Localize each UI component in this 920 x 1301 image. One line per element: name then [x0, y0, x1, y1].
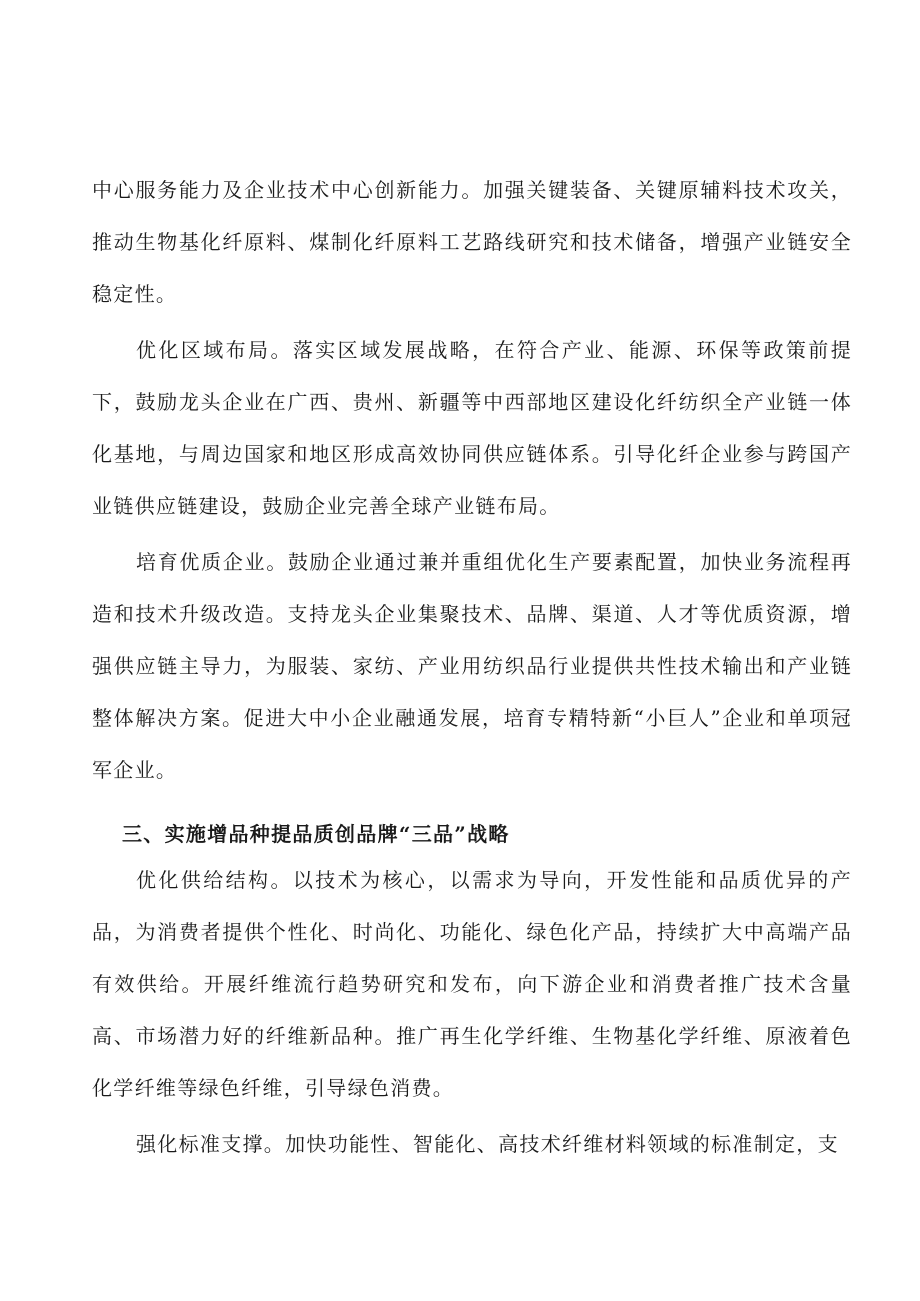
paragraph-quality-enterprises: 培育优质企业。鼓励企业通过兼并重组优化生产要素配置，加快业务流程再造和技术升级改造。支持龙头企业集聚技术、品牌、渠道、人才等优质资源，增强供应链主导力，为服装、家纺、产业用纺织品行业提供共性技术输出和产业链整体解决方案。促进大中小企业融通发展，培育专精特新“小巨人”企业和单项冠军企业。: [92, 550, 852, 782]
section-heading-three-products: 三、实施增品种提品质创品牌“三品”战略: [122, 822, 510, 846]
paragraph-regional-layout: 优化区域布局。落实区域发展战略，在符合产业、能源、环保等政策前提下，鼓励龙头企业在广西、贵州、新疆等中西部地区建设化纤纺织全产业链一体化基地，与周边国家和地区形成高效协同供应链体系。引导化纤企业参与跨国产业链供应链建设，鼓励企业完善全球产业链布局。: [92, 338, 852, 518]
paragraph-service-capability: 中心服务能力及企业技术中心创新能力。加强关键装备、关键原辅料技术攻关，推动生物基化纤原料、煤制化纤原料工艺路线研究和技术储备，增强产业链安全稳定性。: [92, 178, 852, 306]
paragraph-supply-structure: 优化供给结构。以技术为核心，以需求为导向，开发性能和品质优异的产品，为消费者提供个性化、时尚化、功能化、绿色化产品，持续扩大中高端产品有效供给。开展纤维流行趋势研究和发布，向下游企业和消费者推广技术含量高、市场潜力好的纤维新品种。推广再生化学纤维、生物基化学纤维、原液着色化学纤维等绿色纤维，引导绿色消费。: [92, 868, 852, 1100]
document-body: [92, 164, 852, 1174]
paragraph-standard-support: 强化标准支撑。加快功能性、智能化、高技术纤维材料领域的标准制定，支: [136, 1132, 839, 1156]
